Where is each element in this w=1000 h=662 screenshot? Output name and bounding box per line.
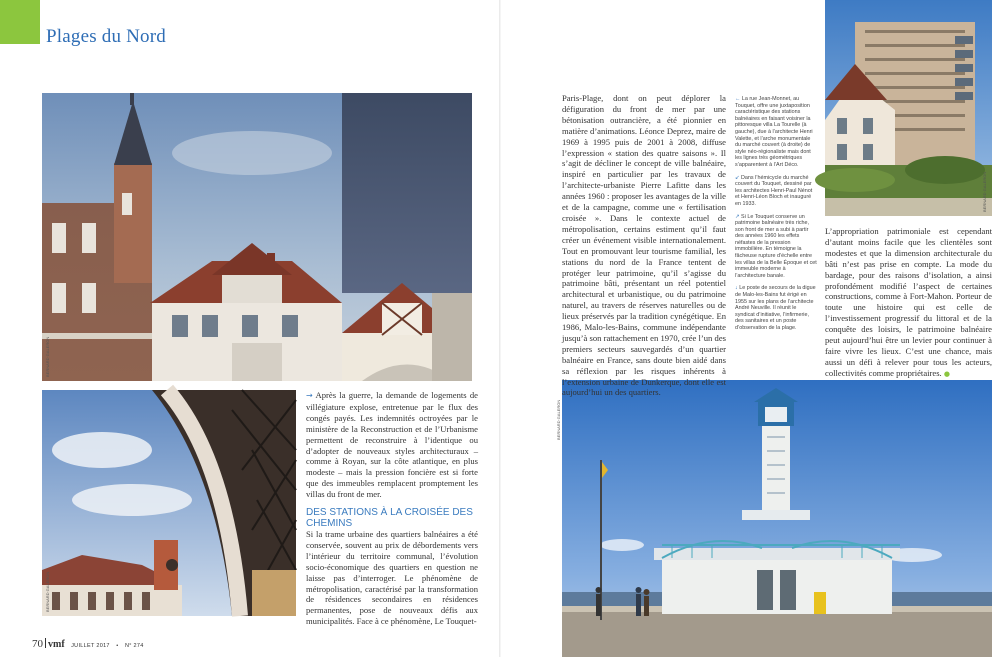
caption-market-hall: ↙ Dans l’hémicycle du marché couvert du Touquet, dessiné par les architectes Henri-Paul Nénot et Henri-Léon Bloch et inauguré en 1933. bbox=[735, 174, 813, 207]
photo-market-hall bbox=[42, 390, 296, 616]
magazine-name: vmf bbox=[48, 639, 65, 650]
photo-villas bbox=[42, 93, 472, 381]
photo-credit: BERNARD GALERON bbox=[45, 571, 50, 612]
end-mark-icon: ● bbox=[943, 369, 950, 378]
section-color-tab bbox=[0, 0, 40, 44]
page-fold bbox=[499, 0, 501, 657]
article-subhead: DES STATIONS À LA CROISÉE DES CHEMINS bbox=[306, 507, 473, 529]
article-column-left-bottom bbox=[306, 529, 478, 627]
photo-credit: BERNARD GALERON bbox=[45, 336, 50, 377]
folio-separator: • bbox=[116, 643, 119, 649]
caption-tower: ↗ Si Le Touquet conserve un patrimoine balnéaire très riche, son front de mer a subi à partir des années 1960 les effets néfastes de la pression immobilière. En témoigne la fâcheuse rupture d’échelle entre les villas de la Belle Époque et cet immeuble moderne à l’architecture banale. bbox=[735, 213, 817, 279]
issue-number: N° 274 bbox=[124, 643, 144, 649]
article-column-far-right bbox=[825, 226, 992, 380]
photo-credit: BERNARD GALERON bbox=[556, 399, 561, 440]
villas-illustration bbox=[42, 93, 472, 381]
folio-divider bbox=[45, 638, 46, 648]
market-hall-illustration bbox=[42, 390, 296, 616]
arrow-left-icon: ← bbox=[735, 96, 741, 102]
arrow-down-left-icon: ↙ bbox=[735, 174, 740, 181]
article-column-left-top bbox=[306, 390, 478, 500]
photo-lifeguard-station bbox=[556, 380, 992, 657]
issue-date: JUILLET 2017 bbox=[71, 643, 110, 649]
seaside-tower-illustration bbox=[825, 0, 992, 216]
photo-seaside-tower bbox=[825, 0, 992, 216]
article-column-right bbox=[562, 93, 726, 398]
captions-column bbox=[735, 96, 817, 338]
page-number: 70 bbox=[32, 638, 43, 650]
caption-lifeguard: ↓ Le poste de secours de la digue de Malo-les-Bains fut érigé en 1955 sur les plans de l’architecte André Neuville. Il réunit le syndicat d’initiative, l’infirmerie, des sanitaires et un poste d’observation de la plage. bbox=[735, 285, 816, 331]
paragraph: Si la trame urbaine des quartiers balnéaires a été conservée, souvent au prix de débordements vers l’intérieur du territoire communal, l’évolution socio-économique des quartiers en question ne laisse pas d’interroger. Le phénomène de métropolisation, caractérisé par la transformation de résidences secondaires en résidences permanentes, pose de nouveaux défis aux municipalités. Face à ce phénomène, Le Touquet- bbox=[306, 529, 478, 627]
arrow-up-right-icon: ↗ bbox=[735, 213, 740, 220]
section-title: Plages du Nord bbox=[46, 26, 166, 47]
paragraph: L’appropriation patrimoniale est cependant d’autant moins facile que les clientèles sont modestes et que la dimension architecturale du bâti n’est pas prise en compte. La mode du bardage, pour des raisons d’isolation, a ainsi profondément modifié l’aspect de certaines constructions, comme à Fort-Mahon. Porteur de toute une histoire qui est celle de l’investissement progressif du littoral et de la conquête des loisirs, le patrimoine balnéaire peut aujourd’hui être un levier pour continuer à faire vivre les lieux. C’est une chance, mais aussi un défi à relever pour tous les acteurs, collectivités comme propriétaires. bbox=[825, 226, 992, 378]
photo-credit: BERNARD GALERON bbox=[982, 171, 987, 212]
lifeguard-station-illustration bbox=[562, 380, 992, 657]
caption-villas: ← La rue Jean-Monnet, au Touquet, offre une juxtaposition caractéristique des stations balnéaires en faisant voisiner la pittoresque villa La Tourelle (à gauche), due à l’architecte Henri Valette, et l’arche monumentale du marché couvert (à droite) de style néo-régionaliste mais dont les lignes très géométriques s’apparentent à l’Art Déco. bbox=[735, 96, 813, 168]
arrow-icon: → bbox=[306, 391, 313, 400]
paragraph: Après la guerre, la demande de logements de villégiature explose, entretenue par le flux des congés payés. Les indemnités octroyées par le ministère de la Reconstruction et de l’Urbanisme permettent de reconstruire à l’identique ou d’adopter de nouveaux styles architecturaux – comme à Royan, sur la côte atlantique, en plus modeste – mais la pression foncière est si forte que des immeubles remplacent promptement les villas du front de mer. bbox=[306, 390, 479, 500]
arrow-down-icon: ↓ bbox=[735, 285, 738, 292]
page-folio bbox=[32, 634, 144, 652]
paragraph: Paris-Plage, dont on peut déplorer la défiguration du front de mer par une bétonisation outrancière, a été pionnier en matière d’animations. Léonce Deprez, maire de 1969 à 1995 puis de 2001 à 2008, diffuse l’expression « station des quatre saisons ». Il s’agit de décliner le concept de ville balnéaire, inspiré en particulier par les travaux de l’architecte-urbaniste Pierre Lafitte dans les années 1960 : proposer les avantages de la ville et de la campagne, comme une « fertilisation croisée ». Dans le contexte actuel de métropolisation, certains estiment qu’il faut créer un événement visible internationalement. Tout en promouvant leur tourisme familial, les stations du nord de la France tentent de protéger leur patrimoine, qu’il s’agisse du patrimoine bâti, présentant un réel potentiel architectural et urbanistique, ou du patrimoine naturel, au travers de réserves naturelles ou de lieux préservés par la tradition cynégétique. En 1986, Malo-les-Bains, commune indépendante jusqu’à son rattachement en 1970, crée l’un des premiers secteurs sauvegardés d’un quartier balnéaire en France, sans doute bien aidé dans sa réflexion par les risques inhérents à l’extension urbaine de Dunkerque, dont elle est aujourd’hui un des quartiers. bbox=[562, 93, 726, 398]
